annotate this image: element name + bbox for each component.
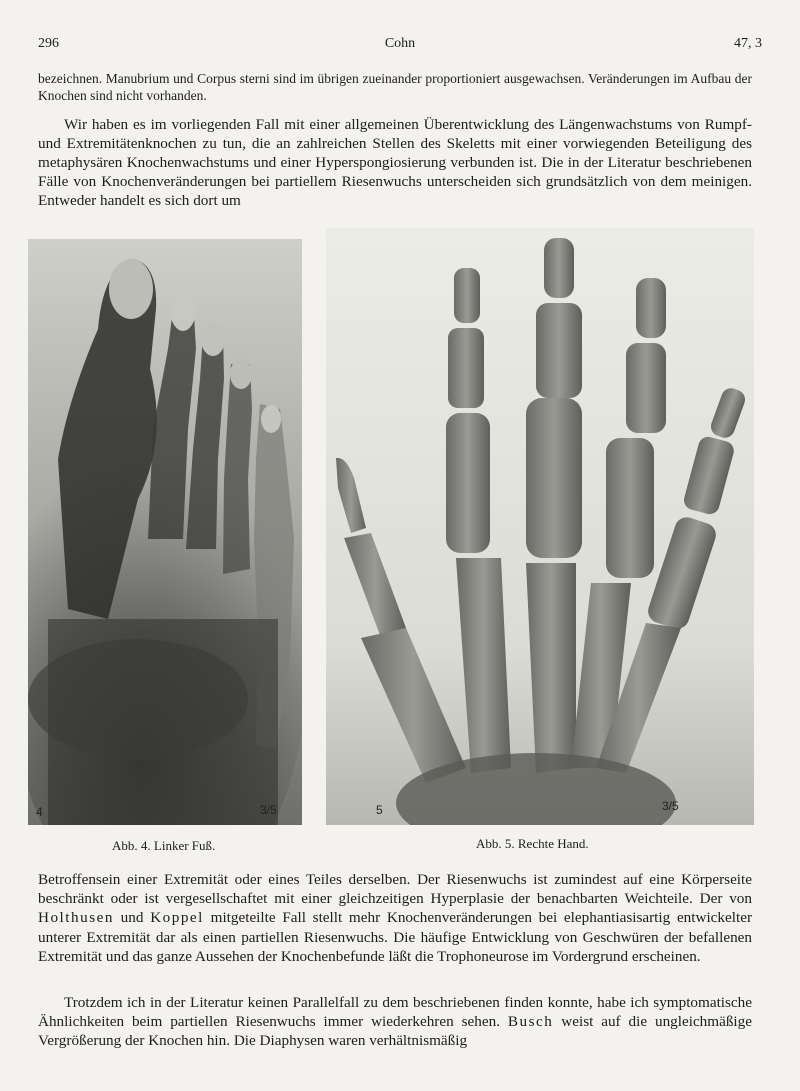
paragraph-3-and: und [113,909,151,927]
volume-issue: 47, 3 [734,36,762,51]
figure-4-scale: 3/5 [260,803,277,817]
paragraph-2: Wir haben es im vorliegenden Fall mit einer allgemeinen Überentwicklung des Längenwachstums von Rumpf- und Extremitätenknochen zu tun, die an zahlreichen Stellen des Skeletts mit einer vorwiegenden Beteiligung des metaphysären Knochenwachstums und einer Hyperspongiosierung verbunden ist. Die in der Literatur beschriebenen Fälle von Knochenveränderungen bei partiellem Riesenwuchs unterscheiden sich grundsätzlich von dem meinigen. Entweder handelt es sich dort um [38,116,752,209]
author-name-holthusen: Holthusen [38,909,114,927]
author-name-koppel: Koppel [150,909,204,927]
page-number: 296 [38,36,59,51]
paragraph-4 [38,993,752,1051]
author-name-busch: Busch [507,1013,554,1031]
paragraph-3 [38,870,752,966]
hand-xray-image [326,228,754,825]
figure-4-number: 4 [36,805,43,819]
running-header [38,36,762,58]
foot-xray-image [28,239,302,825]
paragraph-4-text-a: Trotzdem ich in der Literatur keinen Parallelfall zu dem beschriebenen finden konnte, habe ich symptomatische Ähnlichkeiten beim partiellen Riesenwuchs immer wiederkehren sehen. [38,994,752,1031]
figure-5-caption: Abb. 5. Rechte Hand. [476,836,589,851]
paragraph-4-text-b: weist auf die ungleichmäßige Vergrößerung der Knochen hin. Die Diaphysen waren verhältnismäßig [38,1013,752,1050]
figure-5-hand-xray [326,228,754,825]
figure-4-foot-xray [28,239,302,825]
paragraph-3-text-a: Betroffensein einer Extremität oder eines Teiles derselben. Der Riesenwuchs ist zumindest auf eine Körperseite beschränkt oder ist vergesellschaftet mit einer gleichzeitigen Hyperplasie der benachbarten Weichteile. Der von [38,871,752,908]
figure-5-number: 5 [376,803,383,817]
figure-5-scale: 3/5 [662,799,679,813]
paragraph-3-text-b: mitgeteilte Fall stellt mehr Knochenveränderungen bei elephantiasisartig entwickelter unterer Extremität dar als einen partiellen Riesenwuchs. Die häufige Entwicklung von Geschwüren der befallenen Extremität und das ganze Aussehen der Knochenbefunde läßt die Trophoneurose im Vordergrund erscheinen. [38,909,752,965]
paragraph-1: bezeichnen. Manubrium und Corpus sterni sind im übrigen zueinander proportioniert ausgewachsen. Veränderungen im Aufbau der Knochen sind nicht vorhanden. [38,71,752,103]
figure-4-caption: Abb. 4. Linker Fuß. [112,838,216,853]
running-author: Cohn [384,36,416,51]
